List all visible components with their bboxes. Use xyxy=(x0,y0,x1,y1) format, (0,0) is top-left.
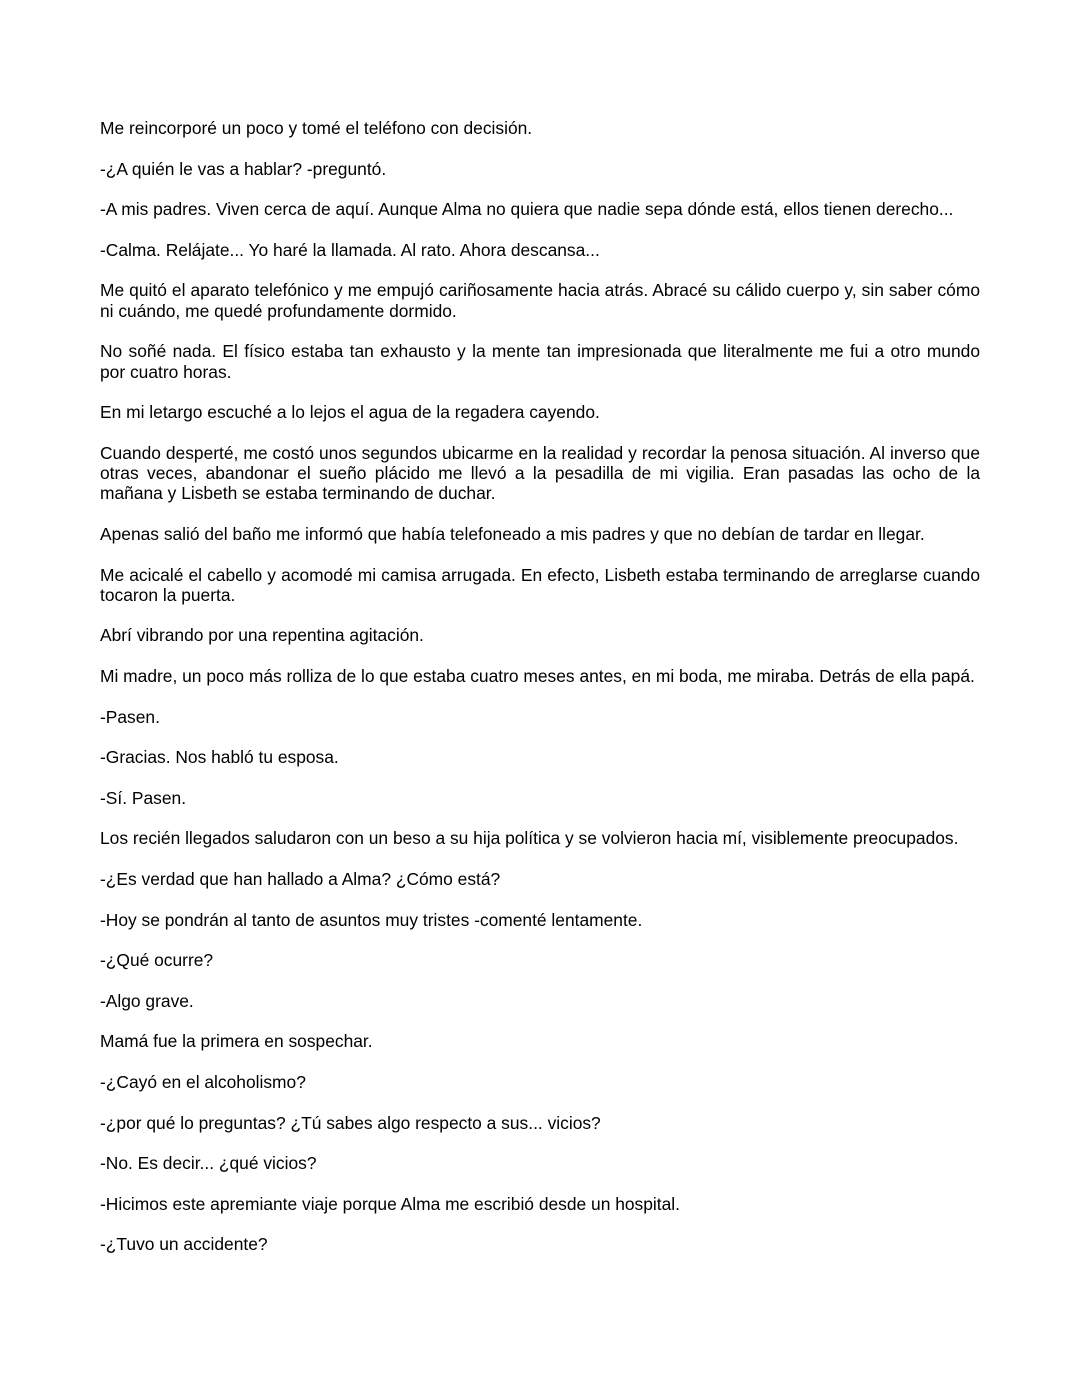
paragraph: -Algo grave. xyxy=(100,990,194,1011)
paragraph: Mamá fue la primera en sospechar. xyxy=(100,1031,373,1052)
paragraph: -¿Es verdad que han hallado a Alma? ¿Cómo está? xyxy=(100,868,501,889)
paragraph: -¿Cayó en el alcoholismo? xyxy=(100,1071,306,1092)
paragraph: -No. Es decir... ¿qué vicios? xyxy=(100,1153,317,1174)
paragraph: Mi madre, un poco más rolliza de lo que estaba cuatro meses antes, en mi boda, me miraba. Detrás de ella papá. xyxy=(100,666,975,687)
paragraph: -¿A quién le vas a hablar? -preguntó. xyxy=(100,158,387,179)
paragraph: Me reincorporé un poco y tomé el teléfono con decisión. xyxy=(100,118,533,138)
body-text xyxy=(100,118,980,1275)
paragraph: Me acicalé el cabello y acomodé mi camisa arrugada. En efecto, Lisbeth estaba terminando de arreglarse cuando tocaron la puerta. xyxy=(100,564,980,605)
paragraph: Me quitó el aparato telefónico y me empujó cariñosamente hacia atrás. Abracé su cálido cuerpo y, sin saber cómo ni cuándo, me quedé profundamente dormido. xyxy=(100,280,980,321)
paragraph: -Calma. Relájate... Yo haré la llamada. Al rato. Ahora descansa... xyxy=(100,239,600,260)
paragraph: -¿Tuvo un accidente? xyxy=(100,1234,268,1255)
paragraph: Cuando desperté, me costó unos segundos ubicarme en la realidad y recordar la penosa situación. Al inverso que otras veces, abandonar el sueño plácido me llevó a la pesadilla de mi vigilia. Eran pasadas las ocho de la mañana y Lisbeth se estaba terminando de duchar. xyxy=(100,442,980,504)
paragraph: -Pasen. xyxy=(100,706,160,727)
paragraph: -Hoy se pondrán al tanto de asuntos muy tristes -comenté lentamente. xyxy=(100,909,643,930)
paragraph: -Hicimos este apremiante viaje porque Alma me escribió desde un hospital. xyxy=(100,1193,680,1214)
paragraph: No soñé nada. El físico estaba tan exhausto y la mente tan impresionada que literalmente me fui a otro mundo por cuatro horas. xyxy=(100,341,980,382)
paragraph: -A mis padres. Viven cerca de aquí. Aunque Alma no quiera que nadie sepa dónde está, ellos tienen derecho... xyxy=(100,199,954,220)
paragraph: -Gracias. Nos habló tu esposa. xyxy=(100,747,339,768)
paragraph: En mi letargo escuché a lo lejos el agua de la regadera cayendo. xyxy=(100,402,600,423)
paragraph: -Sí. Pasen. xyxy=(100,787,187,808)
paragraph: Abrí vibrando por una repentina agitación. xyxy=(100,625,424,646)
paragraph: Los recién llegados saludaron con un beso a su hija política y se volvieron hacia mí, visiblemente preocupados. xyxy=(100,828,959,849)
paragraph: -¿Qué ocurre? xyxy=(100,950,214,971)
paragraph: Apenas salió del baño me informó que había telefoneado a mis padres y que no debían de tardar en llegar. xyxy=(100,523,925,544)
paragraph: -¿por qué lo preguntas? ¿Tú sabes algo respecto a sus... vicios? xyxy=(100,1112,601,1133)
